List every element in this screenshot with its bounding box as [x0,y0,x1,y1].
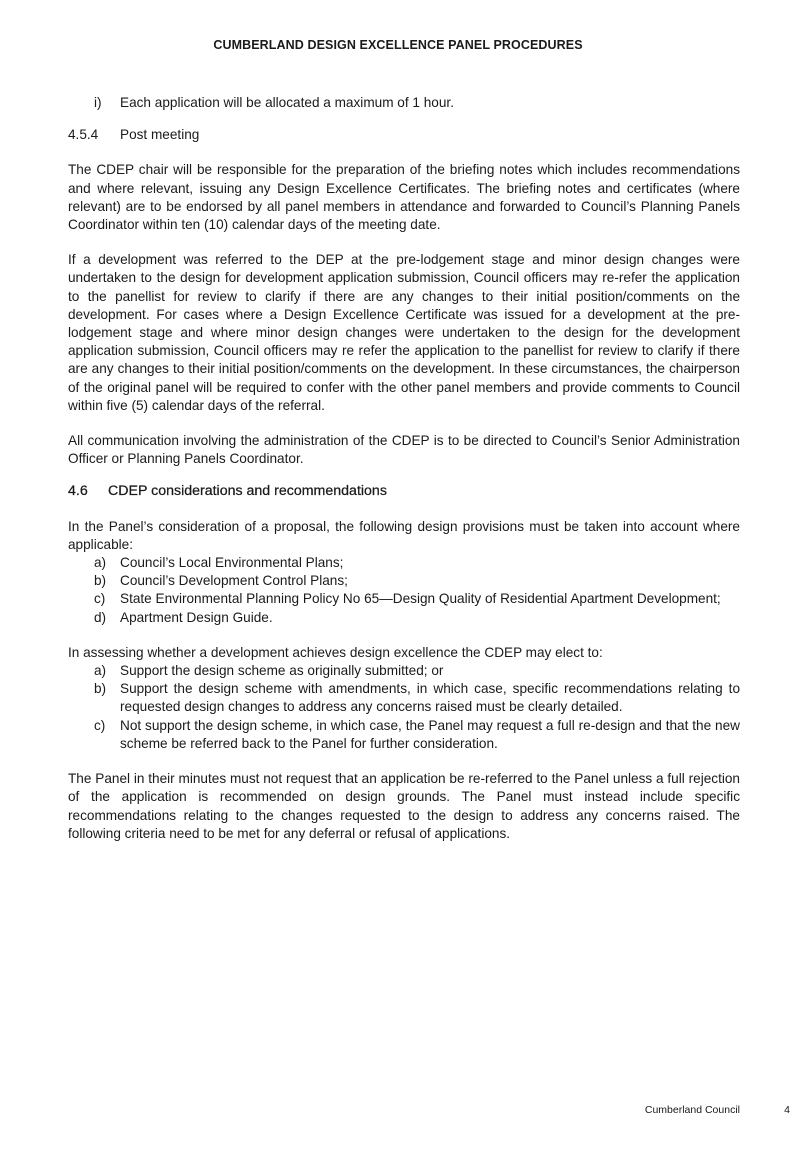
list-marker: d) [94,609,107,625]
design-provisions-list [68,554,740,627]
list-item-text: Council’s Development Control Plans; [120,573,348,589]
section-heading-4-6 [68,482,740,500]
paragraph-closing: The Panel in their minutes must not request that an application be re-referred to the Panel unless a full rejection of the application is recommended on design grounds. The Panel must instead include specific recommendations relating to the changes requested to the design to address any concerns raised. The following criteria need to be met for any deferral or refusal of applications. [68,771,740,841]
list-marker: a) [94,663,107,679]
paragraph-considerations-intro: In the Panel’s consideration of a proposal, the following design provisions must be taken into account where applicable: [68,518,740,552]
list-item [68,662,740,680]
list-marker: b) [94,573,107,589]
list-item [68,717,740,753]
paragraph-re-referral: If a development was referred to the DEP at the pre-lodgement stage and minor design changes were undertaken to the design for development application submission, Council officers may re-refer the application to the panellist for review to clarify if there are any changes to their initial position/comments on the development. For cases where a Design Excellence Certificate was issued for a development at the pre-lodgement stage and where minor design changes were undertaken to the design for the development application submission, Council officers may re refer the application to the panellist for review to clarify if there are any changes to their initial position/comments on the development. In these circumstances, the chairperson of the original panel will be required to confer with the other panel members and provide comments to Council within five (5) calendar days of the referral. [68,252,740,413]
list-item-text: Each application will be allocated a maximum of 1 hour. [120,95,454,110]
paragraph-assessing-intro: In assessing whether a development achieves design excellence the CDEP may elect to: [68,644,603,660]
list-item-allocation [68,94,740,112]
list-item [68,590,740,608]
list-item-text: State Environmental Planning Policy No 65—Design Quality of Residential Apartment Development; [120,591,721,607]
list-marker: a) [94,555,107,571]
list-marker: c) [94,591,106,607]
section-title: CDEP considerations and recommendations [108,483,387,500]
section-number: 4.6 [68,483,88,500]
assessment-options-list [68,662,740,753]
document-body [68,94,740,843]
footer-organization: Cumberland Council [644,1104,740,1116]
list-item [68,680,740,716]
list-item-text: Apartment Design Guide. [120,609,273,625]
list-item [68,572,740,590]
section-number: 4.5.4 [68,127,99,143]
list-item-text: Council’s Local Environmental Plans; [120,555,344,571]
section-title: Post meeting [120,127,200,143]
list-item [68,554,740,572]
section-heading-4-5-4 [68,126,740,144]
page-number: 4 [784,1104,790,1116]
list-item-text: Not support the design scheme, in which case, the Panel may request a full re-design and that the new scheme be referred back to the Panel for further consideration. [120,717,740,751]
list-marker: b) [94,681,107,697]
list-item-text: Support the design scheme with amendments, in which case, specific recommendations relating to requested design changes to address any concerns raised must be clearly detailed. [120,681,740,715]
paragraph-post-meeting: The CDEP chair will be responsible for the preparation of the briefing notes which includes recommendations and where relevant, issuing any Design Excellence Certificates. The briefing notes and certificates (where relevant) are to be endorsed by all panel members in attendance and forwarded to Council’s Planning Panels Coordinator within ten (10) calendar days of the meeting date. [68,162,740,233]
paragraph-communication: All communication involving the administration of the CDEP is to be directed to Council’s Senior Administration Officer or Planning Panels Coordinator. [68,433,740,467]
list-item [68,609,740,627]
list-marker: i) [94,95,102,110]
page-header-title: CUMBERLAND DESIGN EXCELLENCE PANEL PROCEDURES [213,38,583,52]
list-item-text: Support the design scheme as originally submitted; or [120,663,444,679]
list-marker: c) [94,717,106,733]
